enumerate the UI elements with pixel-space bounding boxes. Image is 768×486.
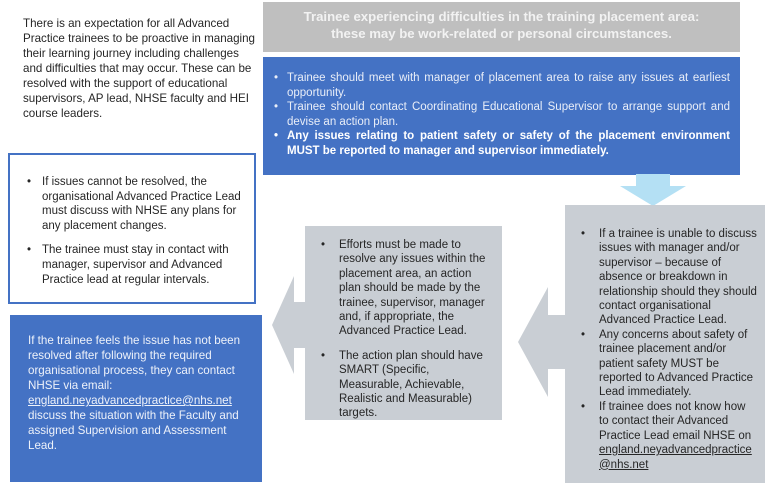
bullet-icon: • xyxy=(274,72,279,84)
action-plan-item: • The action plan should have SMART (Specific, Measurable, Achievable, Realistic and Measurable) targets. xyxy=(321,349,483,420)
bullet-icon: • xyxy=(274,101,279,114)
initial-step-item-safety: • Any issues relating to patient safety or safety of the placement environment MUST be reported to manager and supervisor immediately. xyxy=(274,130,730,157)
bullet-icon: • xyxy=(274,130,279,143)
nhse-email-link[interactable]: england.neyadvancedpractice@nhs.net xyxy=(28,394,232,407)
header-line-1: Trainee experiencing difficulties in the training placement area: xyxy=(303,9,700,24)
bullet-icon: • xyxy=(27,176,32,188)
down-arrow-icon xyxy=(620,174,686,206)
header-line-2: these may be work-related or personal circumstances. xyxy=(331,25,672,41)
spacer xyxy=(317,339,492,349)
bullet-icon: • xyxy=(581,228,586,240)
escalation-item: • Any concerns about safety of trainee placement and/or patient safety MUST be reported to Advanced Practice Lead immediately. xyxy=(581,328,754,399)
contact-nhse-followup: discuss the situation with the Faculty and assigned Supervision and Assessment Lead. xyxy=(28,409,239,452)
intro-text: There is an expectation for all Advanced Practice trainees to be proactive in managing their learning journey including challenges and difficulties that may occur. These can be resolved with the support of educational supervisors, AP lead, NHSE faculty and HEI course leaders. xyxy=(23,17,256,120)
escalation-item: • If trainee does not know how to contact their Advanced Practice Lead email NHSE on england.neyadvancedpractice@nhs.net xyxy=(581,400,752,471)
action-plan-item: • Efforts must be made to resolve any issues within the placement area, an action plan should be made by the trainee, supervisor, manager and, if appropriate, the Advanced Practice Lead. xyxy=(321,239,486,338)
left-arrow-icon xyxy=(518,287,566,397)
initial-steps-box xyxy=(263,57,740,175)
bullet-icon: • xyxy=(321,349,326,362)
nhse-email-link[interactable]: england.neyadvancedpractice@nhs.net xyxy=(599,444,752,471)
bullet-icon: • xyxy=(321,239,326,251)
escalation-panel xyxy=(565,205,765,483)
unresolved-item: • The trainee must stay in contact with manager, supervisor and Advanced Practice lead at regular intervals. xyxy=(27,244,229,286)
unresolved-issues-box xyxy=(8,153,256,304)
unresolved-item: • If issues cannot be resolved, the organisational Advanced Practice Lead must discuss with NHSE any plans for any placement changes. xyxy=(27,176,241,232)
bullet-icon: • xyxy=(581,400,586,413)
bullet-icon: • xyxy=(27,244,32,257)
bullet-icon: • xyxy=(581,328,586,341)
escalation-item: • If a trainee is unable to discuss issues with manager and/or supervisor – because of absence or breakdown in relationship should they should contact organisational Advanced Practice Lead. xyxy=(581,228,757,327)
left-arrow-icon xyxy=(272,276,306,374)
contact-nhse-box xyxy=(10,315,262,482)
initial-step-item: • Trainee should contact Coordinating Educational Supervisor to arrange support and devise an action plan. xyxy=(274,101,730,128)
spacer xyxy=(26,233,242,243)
initial-step-item: • Trainee should meet with manager of placement area to raise any issues at earliest opportunity. xyxy=(274,72,730,99)
contact-nhse-text: If the trainee feels the issue has not been resolved after following the required organisational process, they can contact NHSE via email: xyxy=(28,334,241,392)
header-box xyxy=(263,2,740,52)
action-plan-panel xyxy=(305,226,502,420)
